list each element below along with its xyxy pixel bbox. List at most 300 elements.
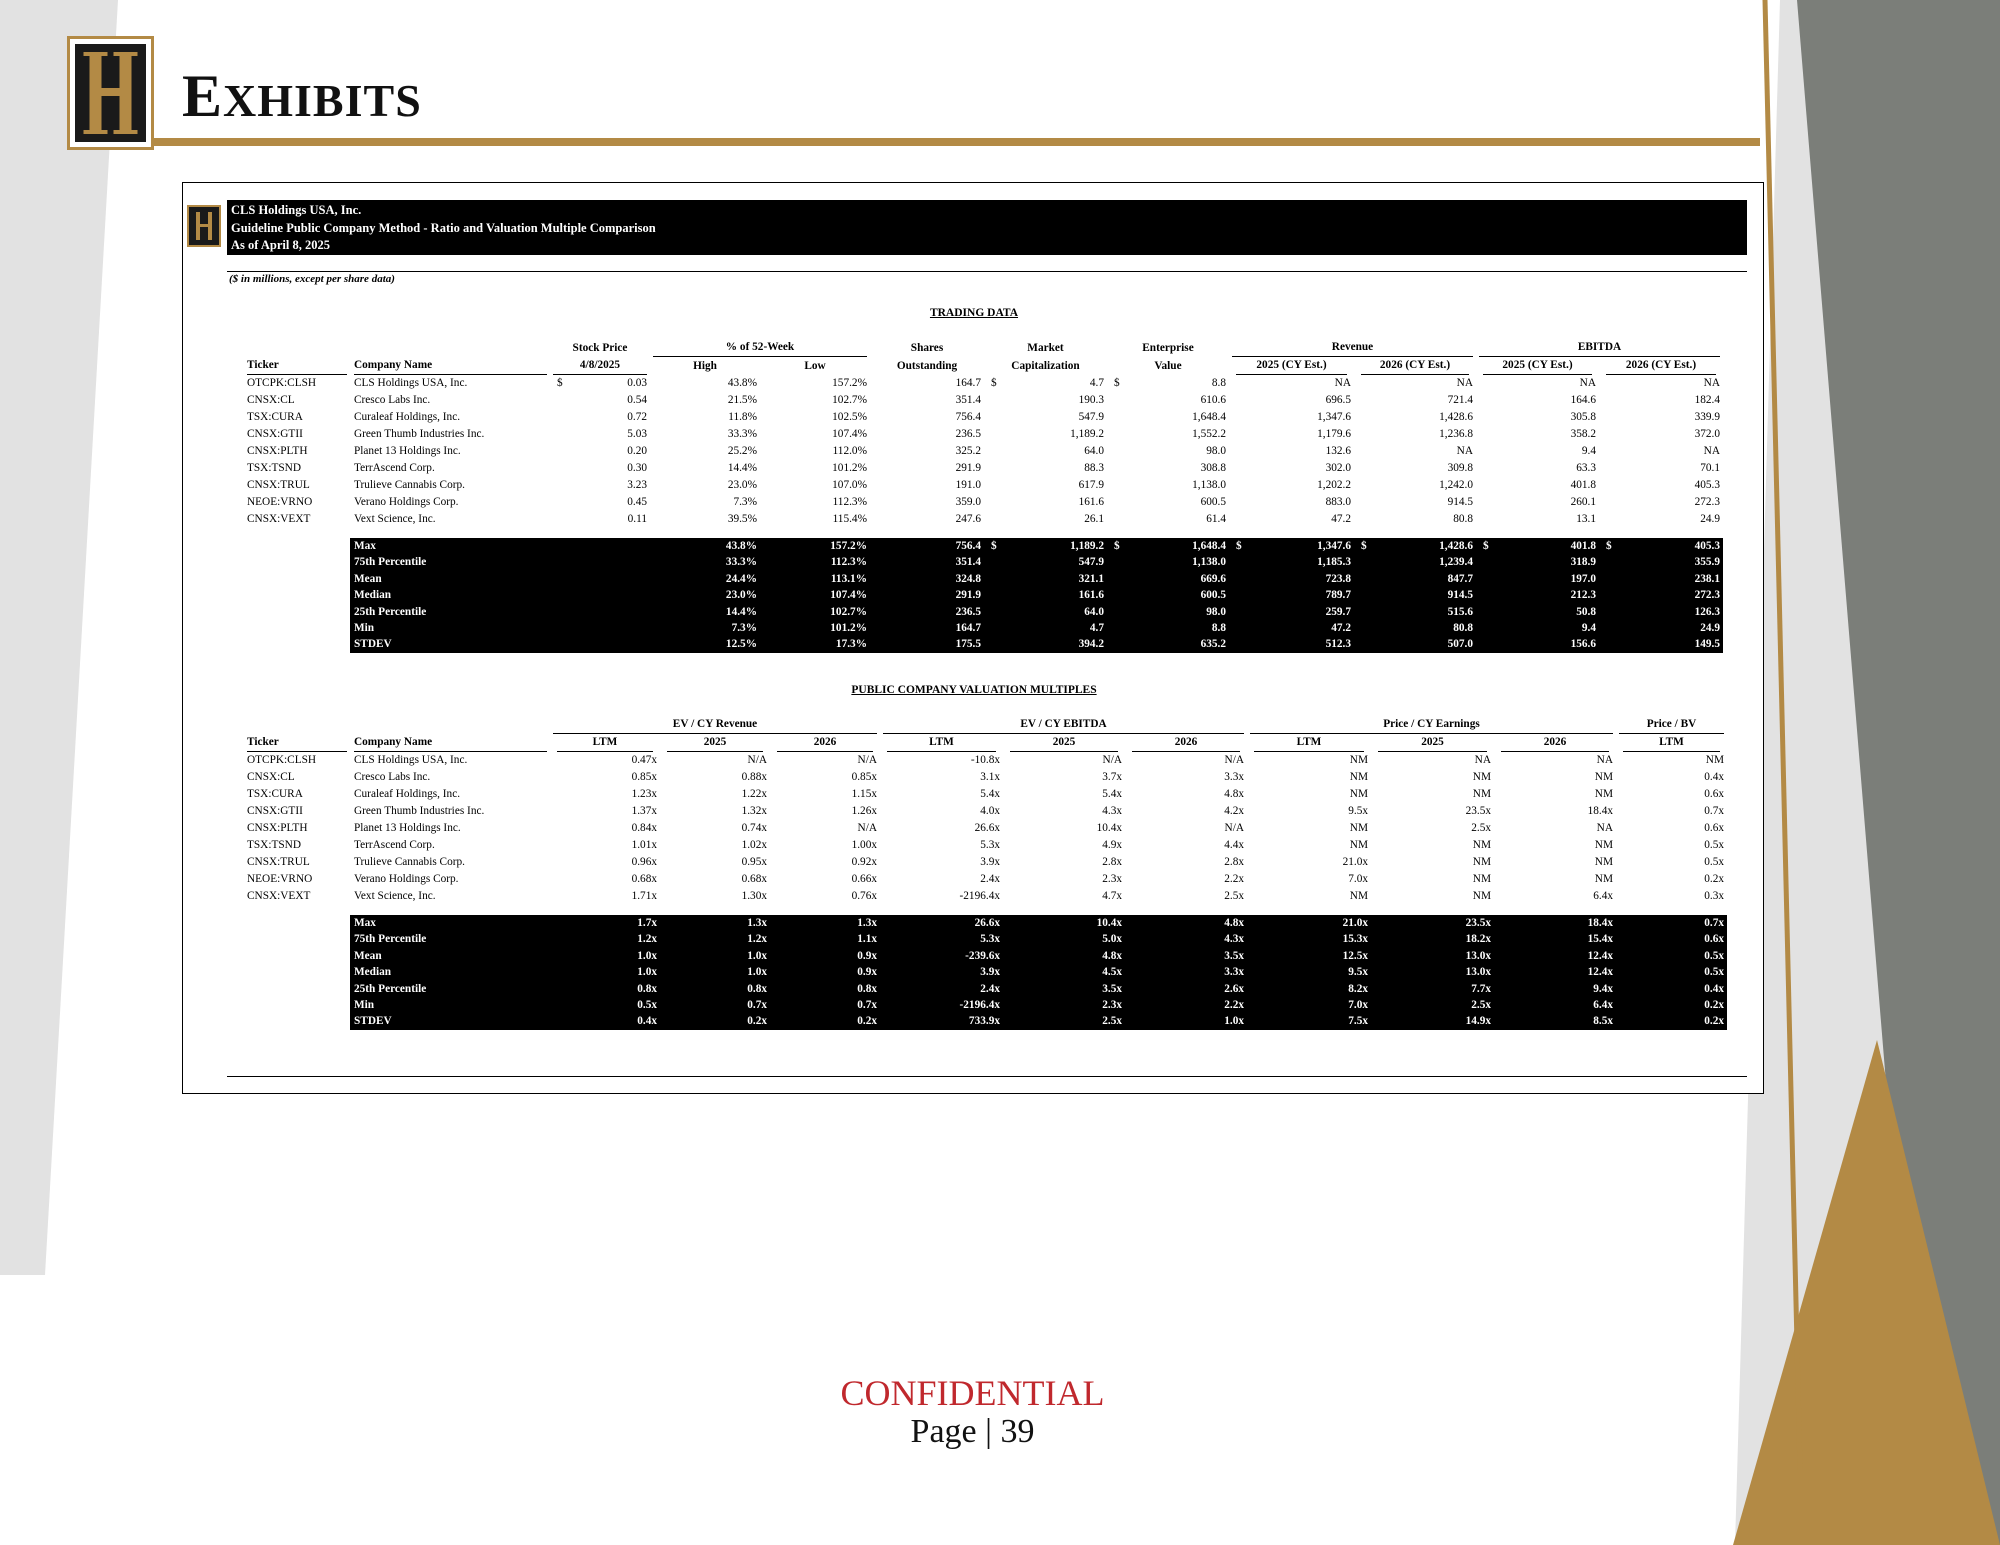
enterprise-value-cell: 600.5 [1107, 587, 1229, 603]
rev-2026-cell: 80.8 [1453, 513, 1473, 525]
exhibit-company: CLS Holdings USA, Inc. [231, 203, 362, 217]
shares-cell: 236.5 [955, 428, 981, 440]
company-cell: Cresco Labs Inc. [354, 771, 431, 783]
dollar-sign: $ [1606, 540, 1612, 552]
evrev-ltm-cell: 0.96x [631, 856, 657, 868]
evrev-2025-cell: 1.02x [741, 839, 767, 851]
blank-cell [227, 931, 350, 947]
pe-ltm-cell: 7.0x [1348, 873, 1368, 885]
evebitda-2025-cell: 4.3x [1102, 805, 1122, 817]
evrev-ltm-cell: 1.23x [631, 788, 657, 800]
pe-2025-cell: NM [1472, 873, 1491, 885]
rev-2026-cell: 1,428.6 [1439, 411, 1473, 423]
pe-2026-cell: NM [1594, 856, 1613, 868]
ebitda-2025-cell: 13.1 [1576, 513, 1596, 525]
market-cap-cell: 161.6 [984, 587, 1107, 603]
h-monogram-icon [75, 44, 146, 142]
ebitda-2026-cell: NA [1703, 377, 1720, 389]
table-row [227, 820, 1727, 837]
stock-price-cell: 0.20 [627, 445, 647, 457]
dollar-sign: $ [1114, 540, 1120, 552]
rev-2025-cell: 883.0 [1325, 496, 1351, 508]
bottom-rule [227, 1076, 1747, 1077]
low-cell: 157.2% [760, 538, 870, 554]
company-cell: Planet 13 Holdings Inc. [354, 445, 461, 457]
dollar-sign: $ [991, 540, 997, 552]
low-cell: 17.3% [760, 636, 870, 652]
col-header-rev-2025: 2025 (CY Est.) [1229, 357, 1354, 375]
stat-row [227, 964, 1727, 980]
blank-cell [227, 554, 350, 570]
pe-ltm-cell: NM [1349, 754, 1368, 766]
table-row [227, 494, 1723, 511]
rev-2025-cell: 302.0 [1325, 462, 1351, 474]
table-row [227, 769, 1727, 786]
rev-2025-cell: 47.2 [1331, 513, 1351, 525]
pbv-ltm-cell: 0.2x [1704, 873, 1724, 885]
rev-2026-cell [1354, 538, 1476, 554]
blank-cell [227, 620, 350, 636]
table-row [227, 786, 1727, 803]
stat-label-cell: Max [350, 538, 650, 554]
enterprise-value-cell: 98.0 [1107, 604, 1229, 620]
evrev-2026-cell: 0.92x [851, 856, 877, 868]
evrev-ltm-cell: 1.0x [550, 964, 660, 980]
blank-cell [227, 538, 350, 554]
evebitda-2025-cell: 4.8x [1003, 948, 1125, 964]
evrev-2025-cell: 1.0x [660, 964, 770, 980]
pe-2025-cell: 2.5x [1371, 997, 1494, 1013]
rev-2026-cell: 1,236.8 [1439, 428, 1473, 440]
table-row [227, 443, 1723, 460]
stat-row [227, 948, 1727, 964]
left-gray-wedge [0, 0, 118, 1275]
evebitda-2025-cell: N/A [1102, 754, 1122, 766]
col-header-company: Company Name [350, 734, 550, 752]
blank-cell [227, 981, 350, 997]
evebitda-ltm-cell: 26.6x [974, 822, 1000, 834]
group-header-revenue: Revenue [1229, 339, 1476, 357]
group-header-52week: % of 52-Week [650, 339, 870, 357]
cell-value: 401.8 [1570, 540, 1596, 552]
col-header-ticker: Ticker [227, 357, 350, 375]
pe-ltm-cell: NM [1349, 771, 1368, 783]
stat-label-cell: 25th Percentile [350, 604, 650, 620]
valuation-multiples-table [227, 716, 1727, 1030]
market-cap-cell: 547.9 [984, 554, 1107, 570]
company-cell: Cresco Labs Inc. [354, 394, 431, 406]
evrev-2026-cell: 0.8x [770, 981, 880, 997]
ebitda-2026-cell: NA [1703, 445, 1720, 457]
col-header-company: Company Name [350, 357, 550, 375]
ticker-cell: CNSX:CL [247, 394, 295, 406]
evrev-2025-cell: 1.0x [660, 948, 770, 964]
trading-group-header-row [227, 339, 1723, 357]
evrev-2025-cell: 0.8x [660, 981, 770, 997]
col-header-evebitda-ltm: LTM [880, 734, 1003, 752]
evrev-2026-cell: N/A [857, 822, 877, 834]
rev-2025-cell: 132.6 [1325, 445, 1351, 457]
cell-value: 1,428.6 [1439, 540, 1473, 552]
table-row [227, 460, 1723, 477]
pbv-ltm-cell: 0.5x [1704, 839, 1724, 851]
evrev-2026-cell: 0.66x [851, 873, 877, 885]
rev-2025-cell: 1,347.6 [1317, 411, 1351, 423]
high-cell: 33.3% [727, 428, 757, 440]
rev-2026-cell: 515.6 [1354, 604, 1476, 620]
shares-cell: 325.2 [955, 445, 981, 457]
rev-2025-cell: 512.3 [1229, 636, 1354, 652]
stat-label-cell: Max [350, 915, 550, 931]
enterprise-value-cell [1107, 375, 1229, 392]
shares-cell: 351.4 [870, 554, 984, 570]
high-cell: 33.3% [650, 554, 760, 570]
evrev-2026-cell: 0.2x [770, 1013, 880, 1029]
trading-column-header-row [227, 357, 1723, 375]
pe-ltm-cell: 15.3x [1247, 931, 1371, 947]
stat-label-cell: Min [350, 997, 550, 1013]
evrev-ltm-cell: 1.2x [550, 931, 660, 947]
cell-value: 1,347.6 [1317, 540, 1351, 552]
pe-2026-cell: 15.4x [1494, 931, 1616, 947]
col-header-evebitda-2026: 2026 [1125, 734, 1247, 752]
evebitda-2026-cell: 4.8x [1125, 915, 1247, 931]
blank-cell [227, 571, 350, 587]
pe-2026-cell: NA [1596, 822, 1613, 834]
evebitda-2026-cell: 4.8x [1224, 788, 1244, 800]
col-header-pe-ltm: LTM [1247, 734, 1371, 752]
evebitda-2026-cell: 3.3x [1125, 964, 1247, 980]
pe-2026-cell: NM [1594, 839, 1613, 851]
col-header-pe-2025: 2025 [1371, 734, 1494, 752]
col-header-rev-2026: 2026 (CY Est.) [1354, 357, 1476, 375]
evrev-2025-cell: 0.68x [741, 873, 767, 885]
ticker-cell: TSX:CURA [247, 411, 303, 423]
evebitda-2025-cell: 3.5x [1003, 981, 1125, 997]
evebitda-ltm-cell: 3.9x [980, 856, 1000, 868]
company-cell: TerrAscend Corp. [354, 462, 435, 474]
company-cell: Planet 13 Holdings Inc. [354, 822, 461, 834]
ebitda-2026-cell: 238.1 [1599, 571, 1723, 587]
evrev-2026-cell: 1.26x [851, 805, 877, 817]
stat-row [227, 915, 1727, 931]
spacer-cell [227, 905, 1727, 915]
rev-2025-cell: 259.7 [1229, 604, 1354, 620]
ticker-cell: CNSX:VEXT [247, 513, 311, 525]
ticker-cell: CNSX:CL [247, 771, 295, 783]
evebitda-2026-cell: 4.4x [1224, 839, 1244, 851]
h-monogram-small-icon [189, 207, 219, 245]
low-cell: 112.3% [832, 496, 867, 508]
col-header-evrev-2025: 2025 [660, 734, 770, 752]
stat-label-cell: Min [350, 620, 650, 636]
evrev-2026-cell: 1.15x [851, 788, 877, 800]
pbv-ltm-cell: 0.6x [1704, 788, 1724, 800]
page-number: Page | 39 [910, 1413, 1035, 1450]
low-cell: 112.0% [832, 445, 867, 457]
header-rule [227, 271, 1747, 272]
ebitda-2025-cell: 260.1 [1570, 496, 1596, 508]
market-cap-cell: 4.7 [984, 620, 1107, 636]
evrev-2026-cell: 1.1x [770, 931, 880, 947]
enterprise-value-cell: 1,138.0 [1192, 479, 1226, 491]
blank-cell [227, 636, 350, 652]
company-cell: Trulieve Cannabis Corp. [354, 479, 465, 491]
ticker-cell: CNSX:VEXT [247, 890, 311, 902]
ebitda-2025-cell: 212.3 [1476, 587, 1599, 603]
table-row [227, 888, 1727, 905]
evebitda-2026-cell: 2.6x [1125, 981, 1247, 997]
rev-2025-cell: 696.5 [1325, 394, 1351, 406]
market-cap-cell: 64.0 [984, 604, 1107, 620]
evrev-ltm-cell: 0.84x [631, 822, 657, 834]
evrev-2026-cell: 0.76x [851, 890, 877, 902]
pe-2025-cell: NM [1472, 856, 1491, 868]
pe-2025-cell: NM [1472, 890, 1491, 902]
col-header-ebitda-2025: 2025 (CY Est.) [1476, 357, 1599, 375]
stat-row [227, 620, 1723, 636]
evrev-2026-cell: 1.3x [770, 915, 880, 931]
pbv-ltm-cell: 0.5x [1616, 964, 1727, 980]
ticker-cell: NEOE:VRNO [247, 496, 313, 508]
table-row [227, 409, 1723, 426]
market-cap-cell: 1,189.2 [1070, 428, 1104, 440]
table-row [227, 511, 1723, 528]
evrev-2025-cell: 0.7x [660, 997, 770, 1013]
confidential-label: CONFIDENTIAL [840, 1373, 1105, 1413]
high-cell: 14.4% [727, 462, 757, 474]
company-cell: Green Thumb Industries Inc. [354, 805, 485, 817]
evebitda-2025-cell: 10.4x [1003, 915, 1125, 931]
col-header-price-2: 4/8/2025 [550, 357, 650, 375]
evebitda-2025-cell: 5.0x [1003, 931, 1125, 947]
cell-value: 0.03 [627, 377, 647, 389]
ticker-cell: CNSX:GTII [247, 805, 303, 817]
shares-cell: 756.4 [955, 411, 981, 423]
market-cap-cell [984, 538, 1107, 554]
rev-2026-cell: 1,239.4 [1354, 554, 1476, 570]
rev-2025-cell [1229, 538, 1354, 554]
evrev-ltm-cell: 0.5x [550, 997, 660, 1013]
stat-label-cell: Median [350, 587, 650, 603]
pbv-ltm-cell: 0.7x [1704, 805, 1724, 817]
low-cell: 102.7% [760, 604, 870, 620]
pe-2025-cell: NA [1474, 754, 1491, 766]
pbv-ltm-cell: 0.5x [1704, 856, 1724, 868]
enterprise-value-cell: 98.0 [1206, 445, 1226, 457]
pe-2025-cell: 13.0x [1371, 948, 1494, 964]
stat-label-cell: 75th Percentile [350, 554, 650, 570]
evrev-2026-cell: 0.85x [851, 771, 877, 783]
evebitda-ltm-cell: 3.9x [880, 964, 1003, 980]
market-cap-cell: 394.2 [984, 636, 1107, 652]
evrev-2026-cell: 0.9x [770, 948, 880, 964]
group-header-ev-revenue: EV / CY Revenue [550, 716, 880, 734]
company-cell: CLS Holdings USA, Inc. [354, 754, 468, 766]
pe-2025-cell: 13.0x [1371, 964, 1494, 980]
stat-row [227, 554, 1723, 570]
shares-cell: 351.4 [955, 394, 981, 406]
stock-price-cell: 5.03 [627, 428, 647, 440]
pe-2026-cell: NM [1594, 873, 1613, 885]
table-row [227, 837, 1727, 854]
market-cap-cell: 190.3 [1078, 394, 1104, 406]
evebitda-2025-cell: 4.5x [1003, 964, 1125, 980]
stat-row [227, 604, 1723, 620]
high-cell: 23.0% [650, 587, 760, 603]
ebitda-2026-cell: 372.0 [1694, 428, 1720, 440]
company-cell: Curaleaf Holdings, Inc. [354, 788, 461, 800]
cell-value: 1,189.2 [1070, 540, 1104, 552]
pe-2026-cell: 6.4x [1494, 997, 1616, 1013]
high-cell: 12.5% [650, 636, 760, 652]
col-header-evebitda-2025: 2025 [1003, 734, 1125, 752]
ebitda-2025-cell: NA [1579, 377, 1596, 389]
pe-2025-cell: 7.7x [1371, 981, 1494, 997]
ebitda-2026-cell: 126.3 [1599, 604, 1723, 620]
group-header-price-bv: Price / BV [1616, 716, 1727, 734]
stock-price-cell: 0.45 [627, 496, 647, 508]
rev-2025-cell: 1,179.6 [1317, 428, 1351, 440]
evebitda-2026-cell: 2.8x [1224, 856, 1244, 868]
pe-2026-cell: NM [1594, 788, 1613, 800]
company-cell: Green Thumb Industries Inc. [354, 428, 485, 440]
ticker-cell: TSX:TSND [247, 462, 301, 474]
evebitda-2025-cell: 4.9x [1102, 839, 1122, 851]
pe-ltm-cell: 9.5x [1348, 805, 1368, 817]
company-cell: TerrAscend Corp. [354, 839, 435, 851]
evebitda-ltm-cell: 2.4x [880, 981, 1003, 997]
evebitda-2026-cell: 4.3x [1125, 931, 1247, 947]
evebitda-ltm-cell: -2196.4x [959, 890, 1000, 902]
evrev-2026-cell: N/A [857, 754, 877, 766]
group-header-ebitda: EBITDA [1476, 339, 1723, 357]
evrev-ltm-cell: 0.8x [550, 981, 660, 997]
rev-2025-cell: 1,202.2 [1317, 479, 1351, 491]
high-cell: 25.2% [727, 445, 757, 457]
rev-2026-cell: 847.7 [1354, 571, 1476, 587]
rev-2025-cell: 723.8 [1229, 571, 1354, 587]
enterprise-value-cell: 669.6 [1107, 571, 1229, 587]
blank-cell [227, 948, 350, 964]
ebitda-2025-cell: 197.0 [1476, 571, 1599, 587]
high-cell: 23.0% [727, 479, 757, 491]
shares-cell: 164.7 [955, 377, 981, 389]
evrev-2025-cell: 1.30x [741, 890, 767, 902]
pe-ltm-cell: 12.5x [1247, 948, 1371, 964]
blank-cell [227, 964, 350, 980]
blank-cell [227, 915, 350, 931]
ebitda-2025-cell: 358.2 [1570, 428, 1596, 440]
ebitda-2026-cell: 24.9 [1599, 620, 1723, 636]
stat-row [227, 571, 1723, 587]
high-cell: 39.5% [727, 513, 757, 525]
pe-ltm-cell: 9.5x [1247, 964, 1371, 980]
pe-2025-cell: 14.9x [1371, 1013, 1494, 1029]
cell-value: 8.8 [1211, 377, 1226, 389]
evebitda-2026-cell: 2.2x [1125, 997, 1247, 1013]
low-cell: 115.4% [832, 513, 867, 525]
spacer-row [227, 905, 1727, 915]
company-cell: Verano Holdings Corp. [354, 496, 459, 508]
market-cap-cell: 161.6 [1078, 496, 1104, 508]
col-header-mcap-2: Capitalization [1011, 359, 1080, 372]
low-cell: 101.2% [760, 620, 870, 636]
evebitda-2026-cell: 1.0x [1125, 1013, 1247, 1029]
shares-cell: 236.5 [870, 604, 984, 620]
market-cap-cell: 617.9 [1078, 479, 1104, 491]
table-row [227, 854, 1727, 871]
evebitda-2026-cell: N/A [1224, 822, 1244, 834]
enterprise-value-cell: 308.8 [1200, 462, 1226, 474]
high-cell: 24.4% [650, 571, 760, 587]
enterprise-value-cell: 1,138.0 [1107, 554, 1229, 570]
dollar-sign: $ [1114, 377, 1120, 389]
ebitda-2026-cell: 405.3 [1694, 479, 1720, 491]
low-cell: 101.2% [832, 462, 867, 474]
evebitda-2025-cell: 5.4x [1102, 788, 1122, 800]
rev-2026-cell: NA [1456, 445, 1473, 457]
stat-label-cell: Mean [350, 571, 650, 587]
evebitda-ltm-cell: -239.6x [880, 948, 1003, 964]
spacer-row [227, 528, 1723, 538]
stat-label-cell: STDEV [350, 636, 650, 652]
pbv-ltm-cell: 0.4x [1616, 981, 1727, 997]
evrev-ltm-cell: 0.85x [631, 771, 657, 783]
table-row [227, 426, 1723, 443]
evebitda-2025-cell: 10.4x [1096, 822, 1122, 834]
pe-2026-cell: 18.4x [1587, 805, 1613, 817]
shares-cell: 291.9 [955, 462, 981, 474]
rev-2026-cell: 507.0 [1354, 636, 1476, 652]
evebitda-2026-cell: 3.5x [1125, 948, 1247, 964]
shares-cell: 164.7 [870, 620, 984, 636]
evebitda-ltm-cell: 5.3x [980, 839, 1000, 851]
evebitda-2026-cell: 2.2x [1224, 873, 1244, 885]
market-cap-cell: 321.1 [984, 571, 1107, 587]
market-cap-cell: 547.9 [1078, 411, 1104, 423]
ticker-cell: TSX:CURA [247, 788, 303, 800]
shares-cell: 359.0 [955, 496, 981, 508]
pe-ltm-cell: 21.0x [1342, 856, 1368, 868]
pe-2026-cell: 12.4x [1494, 948, 1616, 964]
exhibit-logo [187, 205, 221, 247]
stat-label-cell: 75th Percentile [350, 931, 550, 947]
evrev-2025-cell: 0.74x [741, 822, 767, 834]
enterprise-value-cell: 600.5 [1200, 496, 1226, 508]
ticker-cell: TSX:TSND [247, 839, 301, 851]
col-header-shares-1: Shares [910, 341, 944, 354]
pe-2026-cell: 9.4x [1494, 981, 1616, 997]
ticker-cell: CNSX:GTII [247, 428, 303, 440]
stat-row [227, 931, 1727, 947]
high-cell: 43.8% [727, 377, 757, 389]
high-cell: 43.8% [650, 538, 760, 554]
stock-price-cell [550, 375, 650, 392]
market-cap-cell: 26.1 [1084, 513, 1104, 525]
market-cap-cell: 64.0 [1084, 445, 1104, 457]
stock-price-cell: 0.72 [627, 411, 647, 423]
pbv-ltm-cell: 0.5x [1616, 948, 1727, 964]
ebitda-2026-cell: 272.3 [1694, 496, 1720, 508]
evebitda-ltm-cell: 2.4x [980, 873, 1000, 885]
evrev-ltm-cell: 0.4x [550, 1013, 660, 1029]
company-cell: CLS Holdings USA, Inc. [354, 377, 468, 389]
evrev-ltm-cell: 1.01x [631, 839, 657, 851]
pe-2025-cell: NM [1472, 771, 1491, 783]
stat-row [227, 587, 1723, 603]
pbv-ltm-cell: 0.4x [1704, 771, 1724, 783]
